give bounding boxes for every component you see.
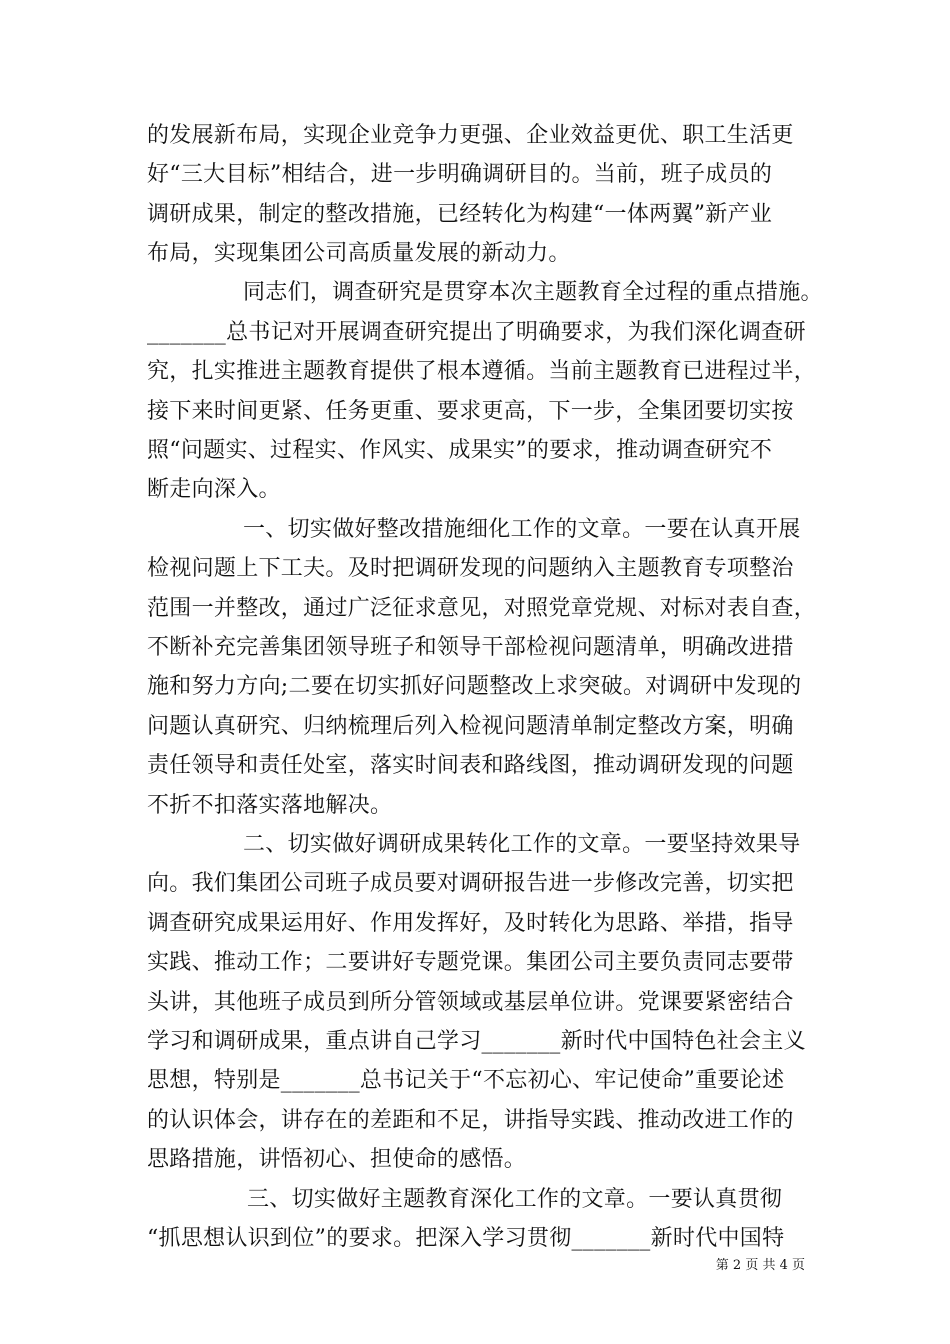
text-line-12: 检视问题上下工夫。及时把调研发现的问题纳入主题教育专项整治 [147, 556, 794, 581]
text-line-17: 责任领导和责任处室，落实时间表和路线图，推动调研发现的问题 [147, 753, 794, 778]
text-line-16: 问题认真研究、归纳梳理后列入检视问题清单制定整改方案，明确 [147, 714, 794, 739]
text-line-3: 调研成果，制定的整改措施，已经转化为构建“一体两翼”新产业 [147, 202, 773, 227]
text-line-8: 接下来时间更紧、任务更重、要求更高，下一步，全集团要切实按 [147, 399, 794, 424]
paragraph-2-start: 同志们，调查研究是贯穿本次主题教育全过程的重点措施。 [243, 280, 823, 305]
text-line-1: 的发展新布局，实现企业竞争力更强、企业效益更优、职工生活更 [147, 123, 794, 148]
text-line-23: 头讲，其他班子成员到所分管领域或基层单位讲。党课要紧密结合 [147, 990, 794, 1015]
text-line-26: 的认识体会，讲存在的差距和不足，讲指导实践、推动改进工作的 [147, 1108, 794, 1133]
section-three-heading: 三、切实做好主题教育深化工作的文章。一要认真贯彻 [247, 1187, 783, 1212]
text-line-10: 断走向深入。 [147, 477, 281, 502]
text-line-14: 不断补充完善集团领导班子和领导干部检视问题清单，明确改进措 [147, 635, 794, 660]
text-line-9: 照“问题实、过程实、作风实、成果实”的要求，推动调查研究不 [147, 438, 773, 463]
text-line-25: 思想，特别是_______总书记关于“不忘初心、牢记使命”重要论述 [147, 1068, 785, 1093]
section-one-heading: 一、切实做好整改措施细化工作的文章。一要在认真开展 [243, 517, 801, 542]
text-line-2: 好“三大目标”相结合，进一步明确调研目的。当前，班子成员的 [147, 162, 773, 187]
text-line-27: 思路措施，讲悟初心、担使命的感悟。 [147, 1147, 527, 1172]
text-line-18: 不折不扣落实落地解决。 [147, 793, 393, 818]
text-line-4: 布局，实现集团公司高质量发展的新动力。 [147, 241, 571, 266]
text-line-22: 实践、推动工作；二要讲好专题党课。集团公司主要负责同志要带 [147, 950, 794, 975]
text-line-24: 学习和调研成果，重点讲自己学习_______新时代中国特色社会主义 [147, 1029, 806, 1054]
text-line-7: 究，扎实推进主题教育提供了根本遵循。当前主题教育已进程过半， [147, 359, 817, 384]
page-number-footer: 第 2 页 共 4 页 [715, 1258, 805, 1273]
text-line-21: 调查研究成果运用好、作用发挥好，及时转化为思路、举措，指导 [147, 911, 794, 936]
text-line-13: 范围一并整改，通过广泛征求意见，对照党章党规、对标对表自查， [147, 596, 817, 621]
section-two-heading: 二、切实做好调研成果转化工作的文章。一要坚持效果导 [243, 832, 801, 857]
text-line-29: “抓思想认识到位”的要求。把深入学习贯彻_______新时代中国特 [147, 1226, 785, 1251]
text-line-15: 施和努力方向;二要在切实抓好问题整改上求突破。对调研中发现的 [147, 674, 802, 699]
text-line-20: 向。我们集团公司班子成员要对调研报告进一步修改完善，切实把 [147, 871, 794, 896]
text-line-6: _______总书记对开展调查研究提出了明确要求，为我们深化调查研 [147, 320, 806, 345]
